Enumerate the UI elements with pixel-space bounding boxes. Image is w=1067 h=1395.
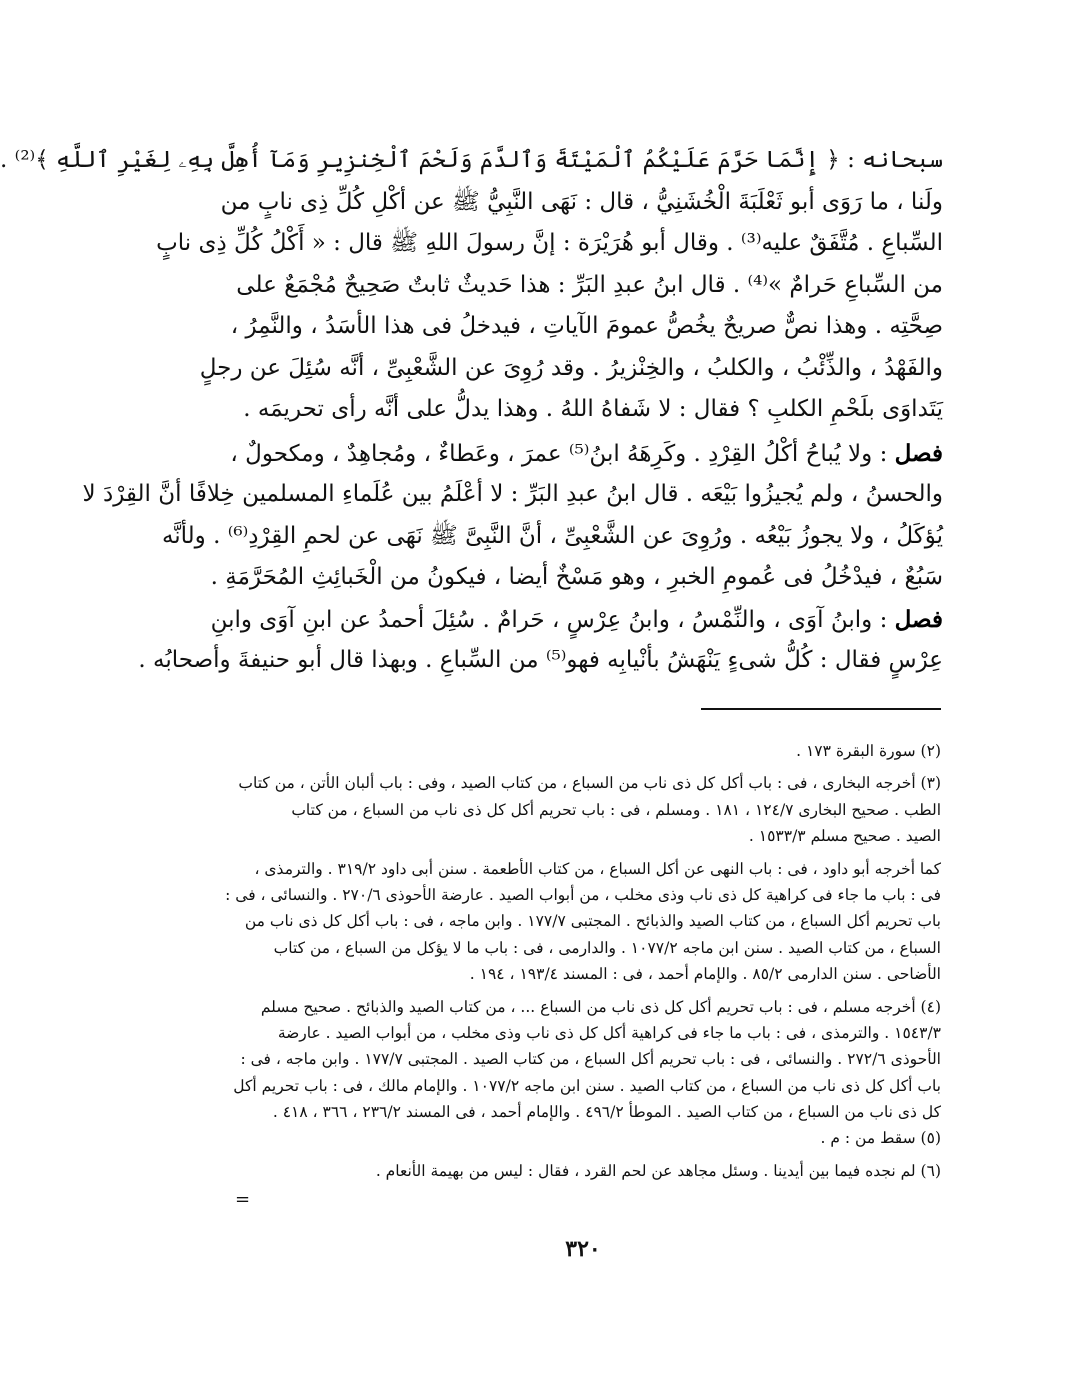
footnote-line: الطب . صحيح البخارى ١٢٤/٧ ، ١٨١ . ومسلم ، فى : باب تحريم أكل كل ذى ناب من السباع ، من كتاب [291,800,941,819]
footnote-line: (٥) سقط من : م . [820,1129,941,1148]
text-line: السِّباعِ . مُتَّفَقٌ عليه⁽³⁾ . وقال أبو هُرَيْرَة : إنَّ رسولَ اللهِ ﷺ قال : « أَكْلُ كُلِّ ذِى نابٍ [156,230,943,256]
footnote-line: (٢) سورة البقرة ١٧٣ . [796,742,941,760]
text-line: صِحَّتِه . وهذا نصٌّ صريحٌ يخُصُّ عمومَ الآياتِ ، فيدخلُ فى هذا الأسَدُ ، والنَّمِرُ ، [230,313,943,339]
footnote-6 [229,1158,941,1184]
fasl-heading: فصل [894,605,943,633]
text-line: يَتَداوَى بلَحْمِ الكلبِ ؟ فقال : لا شَفاهُ اللهُ . وهذا يدلُّ على أنَّه رأى تحريمَه . [243,396,943,422]
main-text [0,140,943,682]
fasl-2-text: : وابنُ آوَى ، والنِّمْسُ ، وابنُ عِرْسٍ ، حَرامٌ . سُئِلَ أحمدُ عن ابنِ آوَى وابنِ [210,606,895,633]
footnote-separator [701,708,941,710]
footnote-line: (٦) لم نجده فيما بين أيدينا . وسئل مجاهد عن لحم القرد ، فقال : ليس من بهيمة الأنعام . [375,1161,941,1180]
text-line: يُؤكَلُ ، ولا يجوزُ بَيْعُه . ورُوِىَ عن الشَّعْبِىِّ ، أنَّ النَّبِىَّ ﷺ نَهَى عن لحمِ القِرْدِ⁽⁶⁾ . ولأنَّه [161,522,943,549]
footnote-line: (٣) أخرجه البخارى ، فى : باب أكل كل ذى ناب من السباع ، من كتاب الصيد ، وفى : باب ألبان الأتن ، من كتاب [238,774,941,793]
footnote-2 [229,738,941,764]
text-line: من السِّباعِ حَرامٌ »⁽⁴⁾ . قال ابنُ عبدِ البَرِّ : هذا حَديثٌ ثابتٌ صَحِيحٌ مُجْمَعٌ على [236,271,943,298]
footnote-line: فى : باب ما جاء فى كراهية كل ذى ناب وذى مخلب ، من أبواب الصيد . عارضة الأحوذى ٢٧٠/٦ . والنسائى ، فى : [225,885,941,904]
text-line: ولَنا ، ما رَوَى أبو ثَعْلَبَةَ الْخُشَنِيُّ ، قال : نَهَى النَّبِيُّ ﷺ عن أكْلِ كُلِّ ذِى نابٍ من [220,188,943,215]
fasl-heading: فصل [894,439,943,467]
footnote-line: كما أخرجه أبو داود ، فى : باب النهى عن أكل السباع ، من كتاب الأطعمة . سنن أبى داود ٣١٩/٢ . والترمذى ، [254,859,941,878]
fasl-1-text: : ولا يُباحُ أكْلُ القِرْدِ . وكَرِهَهُ ابنُ⁽⁵⁾ عمرَ ، وعَطاءٌ ، ومُجاهِدٌ ، ومكحولٌ ، [230,440,895,467]
page-number: ٣٢٠ [565,1236,601,1262]
fasl-1-first-line [227,433,943,475]
text-line: سبحانه : ﴿ إِنَّمَا حَرَّمَ عَلَيْكُمُ ٱلْمَيْتَةَ وَٱلدَّمَ وَلَحْمَ ٱلْخِنزِيرِ وَمَآ أُهِلَّ بِهِۦ لِغَيْرِ ٱللَّهِ ﴾⁽²⁾ . [0,147,943,173]
text-line: والفَهْدُ ، والذِّئْبُ ، والكلبُ ، والخِنْزيرُ . وقد رُوِىَ عن الشَّعْبِىِّ ، أنَّه سُئِلَ عن رجلٍ [199,354,943,381]
footnote-line: باب أكل كل ذى ناب من السباع ، من كتاب الصيد . سنن ابن ماجه ١٠٧٧/٢ . والإمام مالك ، فى : باب تحريم أكل [233,1076,941,1095]
footnote-line: الأضاحى . سنن الدارمى ٨٥/٢ . والإمام أحمد ، فى : المسند ١٩٣/٤ ، ١٩٤ . [469,965,941,984]
footnote-line: الأحوذى ٢٧٢/٦ . والنسائى ، فى : باب تحريم أكل السباع ، من كتاب الصيد . المجتبى ١٧٧/٧ . وابن ماجه ، فى : [240,1050,941,1069]
footnote-4 [229,994,941,1152]
text-line: عِرْسٍ فقال : كُلُّ شىءٍ يَنْهَشُ بأنْيابِه فهو⁽⁵⁾ من السِّباعِ . وبهذا قال أبو حنيفةَ وأصحابُه . [138,647,943,673]
footnote-3-continued [225,856,941,988]
footnotes [225,738,941,1190]
footnote-line: الصيد . صحيح مسلم ١٥٣٣/٣ . [748,827,941,846]
text-line: والحسنُ ، ولم يُجيزُوا بَيْعَه . قال ابنُ عبدِ البَرِّ : لا أعْلَمُ بين عُلَماءِ المسلمين خِلافًا أنَّ القِرْدَ لا [82,481,943,507]
footnote-line: السباع ، من كتاب الصيد . سنن ابن ماجه ١٠٧٧/٢ . والدارمى ، فى : باب ما لا يؤكل من السباع ، من كتاب [273,938,941,957]
fasl-2-first-line [210,599,943,641]
footnote-line: ١٥٤٣/٣ . والترمذى ، فى : باب ما جاء فى كراهية أكل كل ذى ناب وذى مخلب ، من أبواب الصيد . عارضة [277,1023,941,1042]
continuation-mark: = [235,1189,251,1210]
footnote-line: باب تحريم أكل السباع ، من كتاب الصيد والذبائح . المجتبى ١٧٧/٧ . وابن ماجه ، فى : باب أكل كل ذى ناب من [244,912,941,931]
footnote-line: كل ذى ناب من السباع ، من كتاب الصيد . الموطأ ٤٩٦/٢ . والإمام أحمد ، فى المسند ٢٣٦/٢ ، ٣٦٦ ، ٤١٨ . [272,1103,941,1122]
text-line: سَبُعٌ ، فيدْخُلُ فى عُمومِ الخبرِ ، وهو مَسْخٌ أيضا ، فيكونُ من الْخَبائِثِ المُحَرَّمَةِ . [210,564,943,590]
footnote-3 [229,770,941,849]
footnote-line: (٤) أخرجه مسلم ، فى : باب تحريم أكل كل ذى ناب من السباع ... ، من كتاب الصيد والذبائح . صحيح مسلم [260,997,941,1016]
